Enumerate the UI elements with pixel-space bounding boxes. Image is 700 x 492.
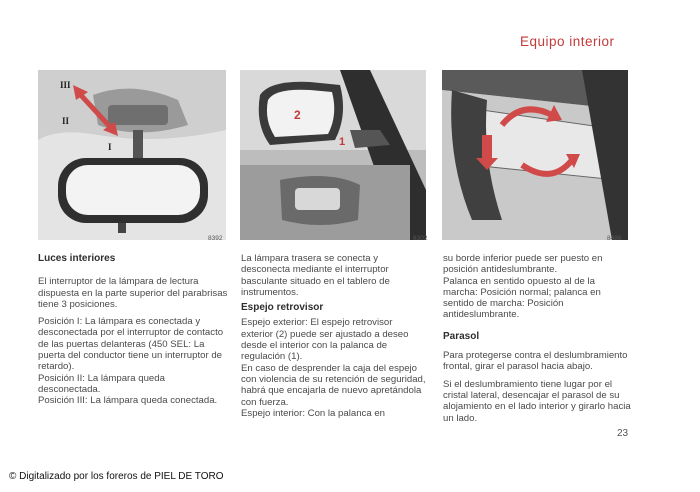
paragraph: Si el deslumbramiento tiene lugar por el cristal lateral, desencajar el parasol de su alojamiento en el lado interior y girarlo hacia un lado. <box>443 378 631 424</box>
figure-number: 8392 <box>208 235 223 242</box>
label-mirror-2: 2 <box>294 108 301 122</box>
paragraph: El interruptor de la lámpara de lectura dispuesta en la parte superior del parabrisas tiene 3 posiciones. <box>38 276 228 310</box>
paragraph: La lámpara trasera se conecta y desconecta mediante el interruptor basculante situado en el tablero de instrumentos. <box>241 253 390 298</box>
label-lever-1: 1 <box>339 136 346 148</box>
paragraph: su borde inferior puede ser puesto en posición antideslumbrante. <box>443 253 603 276</box>
column-lights <box>38 253 228 413</box>
paragraph: Palanca en sentido opuesto al de la marcha: Posición normal; palanca en sentido de marcha: Posición antideslumbrante. <box>443 275 601 321</box>
figure-number: 8302 <box>413 235 428 242</box>
footer-credit: © Digitalizado por los foreros de PIEL DE TORO <box>9 471 224 482</box>
paragraph: Posición I: La lámpara es conectada y desconectada por el interruptor de contacto de las puertas delanteras (450 SEL: La puerta del conductor tiene un interruptor de retardo). <box>38 316 224 373</box>
paragraph: Posición III: La lámpara queda conectada. <box>38 395 218 407</box>
paragraph: Posición II: La lámpara queda desconectada. <box>38 372 165 395</box>
paragraph: En caso de desprender la caja del espejo con violencia de su retención de seguridad, habrá que encajarla de nuevo apretándola con fuerza. <box>241 362 426 408</box>
page-number: 23 <box>617 428 629 439</box>
column-visor <box>443 253 631 430</box>
figure-exterior-mirror <box>240 70 426 240</box>
section-title: Equipo interior <box>520 34 615 49</box>
figure-number: 8486 <box>607 235 622 242</box>
figure-sun-visor <box>442 70 628 240</box>
label-position-3: III <box>60 80 71 90</box>
paragraph: Espejo interior: Con la palanca en <box>241 407 385 419</box>
heading-interior-lights: Luces interiores <box>38 253 116 264</box>
heading-sun-visor: Parasol <box>443 330 480 342</box>
column-mirror <box>241 253 426 425</box>
heading-rear-mirror: Espejo retrovisor <box>241 302 324 314</box>
label-position-1: I <box>108 142 112 152</box>
figure-interior-mirror <box>38 70 226 240</box>
paragraph: Para protegerse contra el deslumbramiento frontal, girar el parasol hacia abajo. <box>443 350 628 373</box>
label-position-2: II <box>62 116 70 126</box>
paragraph: Espejo exterior: El espejo retrovisor exterior (2) puede ser ajustado a deseo desde el interior con la palanca de regulación (1). <box>241 317 409 363</box>
